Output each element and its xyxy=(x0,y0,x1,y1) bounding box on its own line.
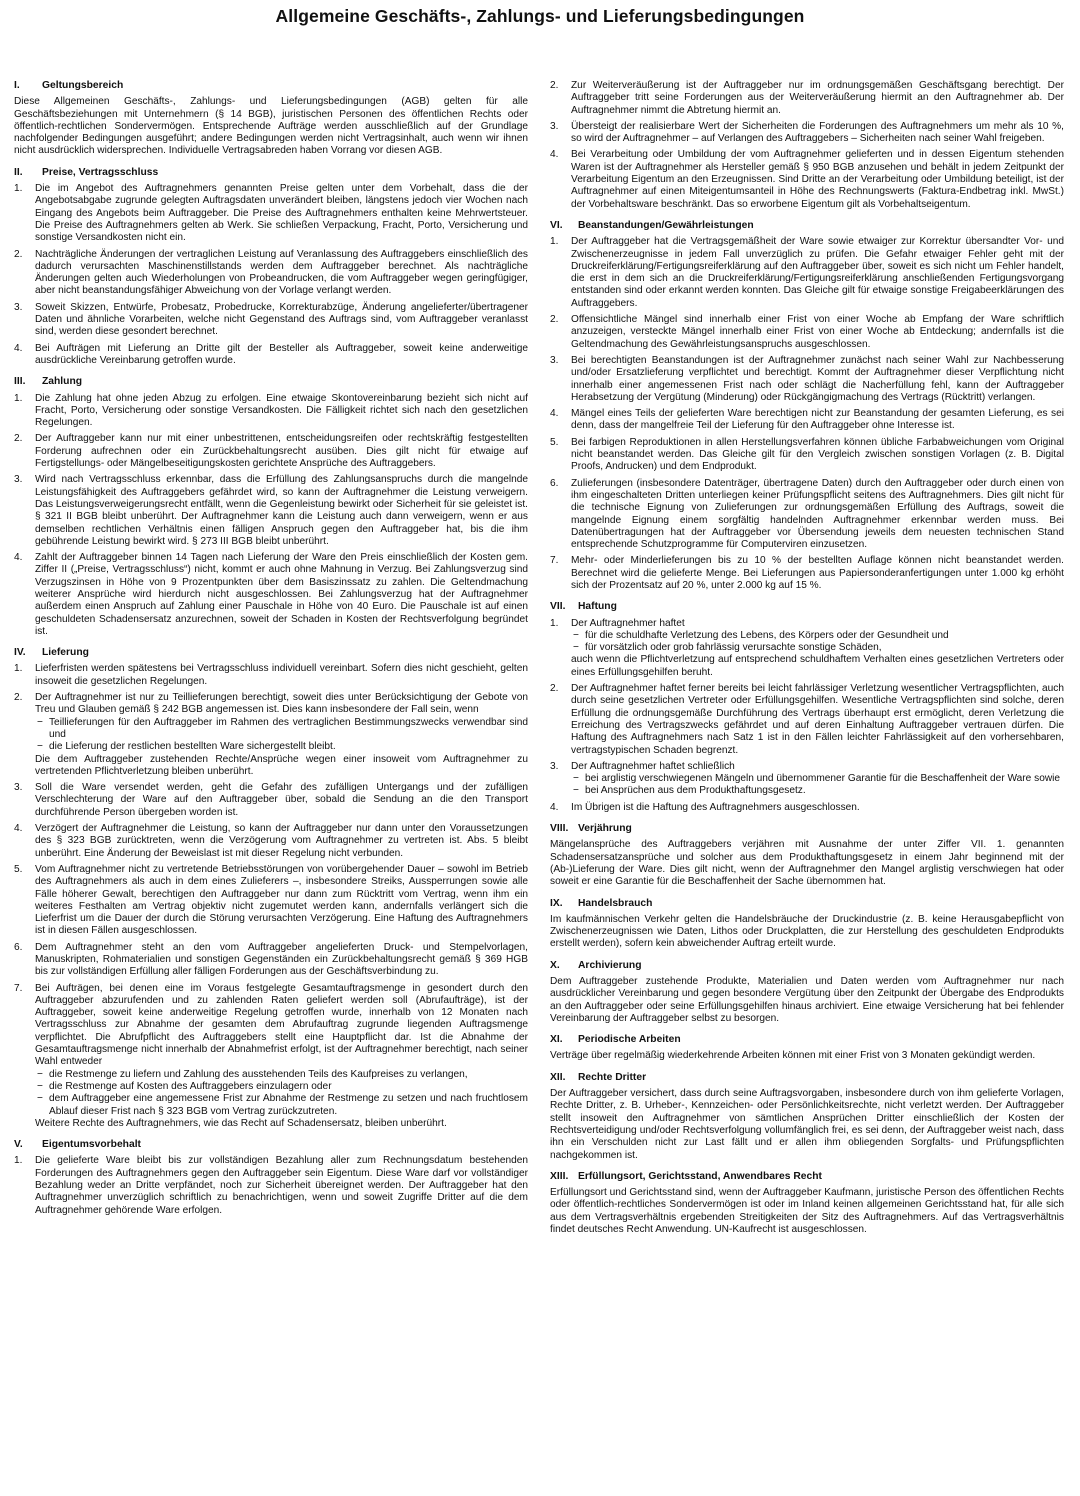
item-body xyxy=(35,302,528,339)
item-body xyxy=(571,683,1064,757)
left-column xyxy=(14,80,528,1226)
item-body xyxy=(571,408,1064,433)
item-body xyxy=(35,183,528,244)
section-number: IV. xyxy=(14,647,26,659)
item-text: Die Zahlung hat ohne jeden Abzug zu erfolgen. Eine etwaige Skontovereinbarung bezieht sich nicht auf Fracht, Porto, Versicherung oder sonstige Versandkosten. Die Fälligkeit richtet sich nach den gesetzlichen Regelungen. xyxy=(35,392,528,429)
item-text: Übersteigt der realisierbare Wert der Sicherheiten die Forderungen des Auftragnehmers um mehr als 10 %, so wird der Auftragnehmer – auf Verlangen des Auftraggebers – Sicherheiten nach seiner Wahl freigeben. xyxy=(571,120,1064,145)
dash-item xyxy=(571,630,1064,642)
item-body xyxy=(571,618,1064,679)
item-text: Zahlt der Auftraggeber binnen 14 Tagen nach Lieferung der Ware den Preis einschließlich der Kosten gem. Ziffer II („Preise, Vertragsschluss“) nicht, kommt er auch ohne Mahnung in Verzug. Bei Zahlungsverzug sind Verzugszinsen in Höhe von 9 Prozentpunkten über dem Basiszinssatz zu zahlen. Die Geltendmachung weiterer Ansprüche wird hierdurch nicht ausgeschlossen. Bei Zahlungsverzug hat der Auftragnehmer außerdem einen Anspruch auf Zahlung einer Pauschale in Höhe von 40 Euro. Die Pauschale ist auf einen geschuldeten Schadensersatz anzurechnen, soweit der Schaden in Kosten der Rechtsverfolgung begründet ist. xyxy=(35,552,528,637)
numbered-item xyxy=(14,302,528,339)
item-body xyxy=(571,149,1064,210)
section-number: III. xyxy=(14,376,26,388)
numbered-item xyxy=(550,761,1064,798)
numbered-item xyxy=(14,183,528,244)
numbered-item xyxy=(550,149,1064,210)
numbered-item xyxy=(14,552,528,638)
section xyxy=(14,647,528,1130)
section-title: Preise, Vertragsschluss xyxy=(42,166,159,178)
item-body xyxy=(35,1155,528,1216)
item-number: 4. xyxy=(14,823,23,835)
dash-item-text: für die schuldhafte Verletzung des Lebens, des Körpers oder der Gesundheit und xyxy=(585,629,949,641)
dash-bullet-icon: − xyxy=(573,773,579,785)
item-number: 2. xyxy=(14,248,23,260)
dash-bullet-icon: − xyxy=(37,1093,43,1105)
numbered-item xyxy=(550,355,1064,404)
dash-item-text: bei arglistig verschwiegenen Mängeln und übernommener Garantie für die Beschaffenheit der Ware sowie xyxy=(585,773,1061,785)
item-body xyxy=(571,802,1064,814)
item-number: 5. xyxy=(550,436,559,448)
section-heading xyxy=(550,823,1064,835)
section-title: Archivierung xyxy=(578,959,642,971)
numbered-item xyxy=(550,478,1064,552)
section xyxy=(14,80,528,158)
section-heading xyxy=(550,898,1064,910)
item-body xyxy=(35,663,528,688)
item-body xyxy=(571,761,1064,798)
section-title: Zahlung xyxy=(42,376,83,388)
dash-item-text: für vorsätzlich oder grob fahrlässig verursachte sonstige Schäden, xyxy=(585,642,882,654)
item-text: Bei Aufträgen, bei denen eine im Voraus festgelegte Gesamtauftragsmenge in gesondert durch den Auftraggeber abzurufenden und zu zahlenden Raten geliefert werden soll (Abrufaufträge), ist der Auftraggeber, soweit keine anderweitige Regelung getroffen wurde, innerhalb von 12 Monaten nach Vertragsschluss zur Abnahme der gesamten dem Abrufauftrag zugrunde liegenden Auftragsmenge verpflichtet. Die Abrufpflicht des Auftraggebers stellt eine Hauptpflicht dar. Ist die Abnahme der Gesamtauftragsmenge nicht innerhalb der Abnahmefrist erfolgt, ist der Auftragnehmer berechtigt, nach seiner Wahl entweder xyxy=(35,982,528,1068)
item-body xyxy=(35,393,528,430)
item-number: 4. xyxy=(14,342,23,354)
item-body xyxy=(571,355,1064,404)
item-text: Die gelieferte Ware bleibt bis zur vollständigen Bezahlung aller zum Rechnungsdatum bestehenden Forderungen des Auftragnehmers gegen den Auftraggeber sein Eigentum. Diese Ware darf vor vollständiger Bezahlung weder an Dritte verpfändet, noch zur Sicherheit übereignet werden. Der Auftraggeber hat den Auftragnehmer unverzüglich schriftlich zu benachrichtigen, wenn und soweit Zugriffe Dritter auf die dem Auftragnehmer gehörende Ware erfolgen. xyxy=(35,1155,528,1216)
section-heading xyxy=(550,601,1064,613)
section-text: Im kaufmännischen Verkehr gelten die Handelsbräuche der Druckindustrie (z. B. keine Herausgabepflicht von Zwischenerzeugnissen wie Daten, Lithos oder Druckplatten, die zur Herstellung des geschuldeten Endprodukts erstellt werden), sofern kein abweichender Auftrag erteilt wurde. xyxy=(550,913,1064,950)
section xyxy=(14,376,528,638)
section-heading xyxy=(550,960,1064,972)
item-text: Mehr- oder Minderlieferungen bis zu 10 % der bestellten Auflage können nicht beanstandet werden. Berechnet wird die gelieferte Menge. Bei Lieferungen aus Papiersonderanfertigungen unter 1.000 kg erhöht sich der Prozentsatz auf 20 %, unter 2.000 kg auf 15 %. xyxy=(571,555,1064,591)
item-number: 2. xyxy=(550,683,559,695)
item-text: Offensichtliche Mängel sind innerhalb einer Frist von einer Woche ab Empfang der Ware schriftlich anzuzeigen, versteckte Mängel innerhalb einer Frist von einer Woche ab Entdeckung; andernfalls ist die Geltendmachung des Gewährleistungsanspruchs ausgeschlossen. xyxy=(571,314,1064,350)
item-text: Bei Verarbeitung oder Umbildung der vom Auftragnehmer gelieferten und in dessen Eigentum stehenden Waren ist der Auftragnehmer als Hersteller gemäß § 950 BGB anzusehen und behält in jedem Zeitpunkt der Verarbeitung Eigentum an den Erzeugnissen. Sind Dritte an der Verarbeitung oder Umbildung beteiligt, ist der Auftragnehmer auf einen Miteigentumsanteil in Höhe des Rechnungswerts (Faktura-Endbetrag inkl. MwSt.) der Vorbehaltsware beschränkt. Das so erworbene Eigentum gilt als Vorbehaltseigentum. xyxy=(571,149,1064,210)
dash-item-text: bei Ansprüchen aus dem Produkthaftungsgesetz. xyxy=(585,785,806,797)
section xyxy=(550,823,1064,888)
section xyxy=(14,167,528,367)
numbered-item xyxy=(14,983,528,1131)
dash-bullet-icon: − xyxy=(37,1068,43,1080)
section-title: Handelsbrauch xyxy=(578,897,653,909)
document-title: Allgemeine Geschäfts-, Zahlungs- und Lieferungsbedingungen xyxy=(275,6,805,26)
item-body xyxy=(35,552,528,638)
section-heading xyxy=(14,376,528,388)
item-number: 1. xyxy=(14,183,23,195)
section-text: Erfüllungsort und Gerichtsstand sind, wenn der Auftraggeber Kaufmann, juristische Person des öffentlichen Rechts oder öffentlich-rechtliches Sondervermögen ist oder im Inland keinen allgemeinen Gerichtsstand hat, für alle sich aus dem Vertragsverhältnis ergebenden Streitigkeiten der Sitz des Auftragnehmers. Auf das Vertragsverhältnis findet deutsches Recht Anwendung. UN-Kaufrecht ist ausgeschlossen. xyxy=(550,1187,1064,1236)
section xyxy=(550,601,1064,814)
section-heading xyxy=(14,647,528,659)
item-body xyxy=(571,236,1064,310)
item-text: Der Auftragnehmer haftet schließlich xyxy=(571,760,735,772)
dash-bullet-icon: − xyxy=(573,785,579,797)
section-text: Mängelansprüche des Auftraggebers verjähren mit Ausnahme der unter Ziffer VII. 1. genannten Schadensersatzansprüche und solcher aus dem Produkthaftungsgesetz in einem Jahr beginnend mit der (Ab-)Lieferung der Ware. Dies gilt nicht, wenn der Auftragnehmer den Mangel arglistig verschwiegen hat oder soweit er eine Garantie für die Beschaffenheit der Sache übernommen hat. xyxy=(550,839,1064,888)
dash-item xyxy=(571,773,1064,785)
numbered-item xyxy=(14,864,528,938)
item-number: 1. xyxy=(14,1155,23,1167)
section-number: I. xyxy=(14,80,20,91)
item-number: 4. xyxy=(550,149,559,161)
item-text: Der Auftraggeber kann nur mit einer unbestrittenen, entscheidungsreifen oder rechtskräftig festgestellten Forderung aufrechnen oder ein Zurückbehaltungsrecht ausüben. Dies gilt nicht für etwaige auf Fertigstellungs- oder Mängelbeseitigungskosten gerichtete Ansprüche des Auftraggebers. xyxy=(35,433,528,470)
item-text: Die dem Auftraggeber zustehenden Rechte/Ansprüche wegen einer insoweit vom Auftragnehmer zu vertretenden Pflichtverletzung bleiben unberührt. xyxy=(35,753,528,777)
item-number: 2. xyxy=(550,314,559,326)
item-text: Bei Aufträgen mit Lieferung an Dritte gilt der Besteller als Auftraggeber, soweit keine anderweitige ausdrückliche Vereinbarung getroffen wurde. xyxy=(35,342,528,366)
item-text: Vom Auftragnehmer nicht zu vertretende Betriebsstörungen von vorübergehender Dauer – sowohl im Betrieb des Auftragnehmers als auch in dem eines Zulieferers –, insbesondere Streiks, Aussperrungen sowie alle Fälle höherer Gewalt, berechtigen den Auftraggeber nur dann zum Rücktritt vom Vertrag, wenn ihm ein weiteres Festhalten am Vertrag objektiv nicht zugemutet werden kann, andernfalls verlängert sich die Lieferfrist um die Dauer der durch die Störung verursachten Verzögerung. Eine Haftung des Auftragnehmers ist in diesen Fällen ausgeschlossen. xyxy=(35,863,528,937)
item-text: Dem Auftragnehmer steht an den vom Auftraggeber angelieferten Druck- und Stempelvorlagen, Manuskripten, Rohmaterialien und sonstigen Gegenständen ein Zurückbehaltungsrecht gemäß § 369 HGB bis zur vollständigen Erfüllung aller fälligen Forderungen aus der Geschäftsverbindung zu. xyxy=(35,941,528,978)
numbered-item xyxy=(14,393,528,430)
section-title: Lieferung xyxy=(42,647,89,659)
dash-bullet-icon: − xyxy=(573,629,579,641)
numbered-item xyxy=(550,555,1064,592)
numbered-item xyxy=(550,236,1064,310)
section-text: Der Auftraggeber versichert, dass durch seine Auftragsvorgaben, insbesondere durch von ihm gelieferte Vorlagen, Rechte Dritter, z. B. Urheber-, Kennzeichen- oder Persönlichkeitsrechte, nicht verletzt werden. Der Auftraggeber stellt insoweit den Auftragnehmer von sämtlichen Ansprüchen Dritter einschließlich der Kosten der Rechtsverteidigung und/oder Rechtsverfolgung vollumfänglich frei, es sei denn, der Auftraggeber weist nach, dass ihn ein Verschulden nicht zur Last fällt und er allen ihm obliegenden Sorgfalts- und Prüfungspflichten nachgekommen ist. xyxy=(550,1088,1064,1161)
section-heading xyxy=(14,1139,528,1151)
item-number: 7. xyxy=(550,555,559,567)
section-number: IX. xyxy=(550,897,563,909)
section-heading xyxy=(550,1072,1064,1084)
item-text: Lieferfristen werden spätestens bei Vertragsschluss individuell vereinbart. Sofern dies nicht geschieht, gelten insoweit die gesetzlichen Regelungen. xyxy=(35,663,528,687)
item-number: 3. xyxy=(14,301,23,313)
section xyxy=(550,80,1064,211)
item-text: Soll die Ware versendet werden, geht die Gefahr des zufälligen Untergangs und der zufälligen Verschlechterung der Ware auf den Auftraggeber über, sobald die Sendung an die den Transport durchführende Person übergeben worden ist. xyxy=(35,782,528,818)
item-body xyxy=(35,942,528,979)
item-number: 1. xyxy=(550,617,559,629)
section-title: Erfüllungsort, Gerichtsstand, Anwendbares Recht xyxy=(578,1170,822,1182)
section-title: Haftung xyxy=(578,601,617,613)
item-text: Weitere Rechte des Auftragnehmers, wie das Recht auf Schadensersatz, bleiben unberührt. xyxy=(35,1117,447,1129)
section-heading xyxy=(14,167,528,179)
section-number: VII. xyxy=(550,601,566,613)
dash-item xyxy=(571,785,1064,797)
section-title: Verjährung xyxy=(578,823,632,835)
item-number: 3. xyxy=(550,354,559,366)
dash-item xyxy=(35,741,528,753)
dash-item xyxy=(35,717,528,742)
item-body xyxy=(35,782,528,819)
numbered-item xyxy=(550,802,1064,814)
item-body xyxy=(35,249,528,298)
section-text: Verträge über regelmäßig wiederkehrende Arbeiten können mit einer Frist von 3 Monaten gekündigt werden. xyxy=(550,1050,1036,1062)
numbered-item xyxy=(14,474,528,548)
item-number: 4. xyxy=(550,801,559,813)
item-number: 4. xyxy=(14,552,23,564)
section-number: XII. xyxy=(550,1071,566,1083)
item-text: Die im Angebot des Auftragnehmers genannten Preise gelten unter dem Vorbehalt, dass die der Angebotsabgabe zugrunde gelegten Auftragsdaten unverändert bleiben, längstens jedoch vier Wochen nach Eingang des Angebots beim Auftraggeber. Die Preise des Auftragnehmers enthalten keine Mehrwertsteuer. Die Preise des Auftragnehmers gelten ab Werk. Sie schließen Verpackung, Fracht, Porto, Versicherung und sonstige Versandkosten nicht ein. xyxy=(35,183,528,244)
section xyxy=(550,898,1064,951)
item-text: Der Auftragnehmer haftet xyxy=(571,617,685,629)
numbered-item xyxy=(550,121,1064,146)
item-number: 2. xyxy=(550,80,559,91)
item-number: 1. xyxy=(14,663,23,675)
item-text: Verzögert der Auftragnehmer die Leistung, so kann der Auftraggeber nur dann unter den Voraussetzungen des § 323 BGB zurücktreten, wenn die Verzögerung vom Auftragnehmer zu vertreten ist. Abs. 5 bleibt unberührt. Eine Änderung der Beweislast ist mit dieser Regelung nicht verbunden. xyxy=(35,823,528,859)
item-number: 3. xyxy=(550,760,559,772)
dash-item xyxy=(35,1081,528,1093)
section-title: Beanstandungen/Gewährleistungen xyxy=(578,219,754,231)
item-body xyxy=(571,555,1064,592)
item-text: Mängel eines Teils der gelieferten Ware berechtigen nicht zur Beanstandung der gesamten Lieferung, es sei denn, dass der mangelfreie Teil der Lieferung für den Auftraggeber ohne Interesse ist. xyxy=(571,408,1064,432)
item-text: Der Auftragnehmer ist nur zu Teillieferungen berechtigt, soweit dies unter Berücksichtigung der Gebote von Treu und Glauben gemäß § 242 BGB angemessen ist. Dies kann insbesondere der Fall sein, wenn xyxy=(35,692,528,716)
dash-item-text: die Restmenge zu liefern und Zahlung des ausstehenden Teils des Kaufpreises zu verlangen, xyxy=(49,1068,468,1080)
item-number: 1. xyxy=(14,392,23,404)
numbered-item xyxy=(550,683,1064,757)
item-body xyxy=(35,864,528,938)
item-text: Wird nach Vertragsschluss erkennbar, dass die Erfüllung des Zahlungsanspruchs durch die mangelnde Leistungsfähigkeit des Auftraggebers gefährdet wird, so kann der Auftragnehmer die Leistung verweigern. Das Leistungsverweigerungsrecht entfällt, wenn die Gegenleistung bewirkt oder Sicherheit für sie geleistet ist. § 321 II BGB bleibt unberührt. Der Auftragnehmer kann die Leistung auch dann verweigern, wenn er aus demselben rechtlichen Verhältnis einen fälligen Anspruch gegen den Auftraggeber hat, bis die ihm gebührende Leistung bewirkt wird. § 273 III BGB bleibt unberührt. xyxy=(35,474,528,547)
section-title: Geltungsbereich xyxy=(42,80,124,91)
item-body xyxy=(35,474,528,548)
numbered-item xyxy=(14,1155,528,1216)
section-number: X. xyxy=(550,959,560,971)
numbered-item xyxy=(14,433,528,470)
item-text: Im Übrigen ist die Haftung des Auftragnehmers ausgeschlossen. xyxy=(571,801,860,813)
section-number: XIII. xyxy=(550,1170,569,1182)
numbered-item xyxy=(14,249,528,298)
item-body xyxy=(571,80,1064,117)
item-text: Bei farbigen Reproduktionen in allen Herstellungsverfahren können übliche Farbabweichungen vom Original nicht beanstandet werden. Das Gleiche gilt für den Vergleich zwischen sonstigen Vorlagen (z. B. Digital Proofs, Andrucken) und dem Endprodukt. xyxy=(571,436,1064,473)
section-title: Periodische Arbeiten xyxy=(578,1034,681,1046)
numbered-item xyxy=(550,437,1064,474)
numbered-item xyxy=(14,692,528,778)
item-number: 6. xyxy=(550,477,559,489)
section-text: Dem Auftraggeber zustehende Produkte, Materialien und Daten werden vom Auftragnehmer nur nach ausdrücklicher Vereinbarung und gegen besondere Vergütung über den Zeitpunkt der Übergabe des Endprodukts an den Auftraggeber oder seine Erfüllungsgehilfen hinaus archiviert. Eine etwaige Versicherung hat bei fehlender Vereinbarung der Auftraggeber selbst zu besorgen. xyxy=(550,976,1064,1024)
numbered-item xyxy=(14,343,528,368)
dash-item-text: dem Auftraggeber eine angemessene Frist zur Abnahme der Restmenge zu setzen und nach fruchtlosem Ablauf dieser Frist nach § 323 BGB vom Vertrag zurückzutreten. xyxy=(49,1093,528,1117)
section-text: Diese Allgemeinen Geschäfts-, Zahlungs- und Lieferungsbedingungen (AGB) gelten für alle Geschäftsbeziehungen mit Unternehmern (§ 14 BGB), juristischen Personen des öffentlichen Rechts oder öffentlich-rechtlichen Sondervermögen. Entsprechende Aufträge werden ausschließlich auf der Grundlage nachfolgender Bedingungen ausgeführt; andere Bedingungen werden nicht Vertragsinhalt, auch wenn wir ihnen nicht ausdrücklich widersprechen. Individuelle Vertragsabreden haben Vorrang vor diesen AGB. xyxy=(14,96,528,157)
item-number: 3. xyxy=(550,120,559,132)
section xyxy=(550,1171,1064,1236)
item-text: Soweit Skizzen, Entwürfe, Probesatz, Probedrucke, Korrekturabzüge, Änderung angelieferter/übertragener Daten und ähnliche Vorarbeiten, welche nicht Gegenstand des Auftrags sind, vom Auftraggeber veranlasst sind, werden diese gesondert berechnet. xyxy=(35,301,528,338)
item-body xyxy=(571,121,1064,146)
dash-bullet-icon: − xyxy=(37,741,43,753)
section-heading xyxy=(14,80,528,92)
item-body xyxy=(571,478,1064,552)
section-heading xyxy=(550,220,1064,232)
item-number: 3. xyxy=(14,474,23,486)
numbered-item xyxy=(14,782,528,819)
dash-item xyxy=(35,1069,528,1081)
section xyxy=(550,960,1064,1025)
item-number: 7. xyxy=(14,982,23,994)
item-number: 2. xyxy=(14,433,23,445)
item-number: 4. xyxy=(550,408,559,420)
section xyxy=(550,220,1064,592)
dash-item-text: die Restmenge auf Kosten des Auftraggebers einzulagern oder xyxy=(49,1080,332,1092)
section xyxy=(14,1139,528,1217)
dash-bullet-icon: − xyxy=(37,1080,43,1092)
right-column xyxy=(550,80,1064,1245)
numbered-item xyxy=(14,823,528,860)
item-number: 2. xyxy=(14,692,23,704)
item-body xyxy=(35,823,528,860)
dash-bullet-icon: − xyxy=(573,642,579,654)
numbered-item xyxy=(550,80,1064,117)
section-number: V. xyxy=(14,1139,23,1151)
section-heading xyxy=(550,1034,1064,1046)
item-body xyxy=(35,433,528,470)
numbered-item xyxy=(550,314,1064,351)
section-number: XI. xyxy=(550,1034,563,1046)
item-text: Der Auftragnehmer haftet ferner bereits bei leicht fahrlässiger Verletzung wesentlicher Vertragspflichten, auch durch seine gesetzlichen Vertreter oder Erfüllungsgehilfen. Wesentliche Vertragspflichten sind solche, deren Erfüllung die ordnungsgemäße Durchführung des Vertrags überhaupt erst ermöglicht, deren Verletzung die Erreichung des Vertragszwecks gefährdet und auf deren Einhaltung Auftraggeber vertrauen dürfen. Die Haftung des Auftragnehmers nach Satz 1 ist in den Fällen leichter Fahrlässigkeit auf den vorhersehbaren, vertragstypischen Schaden begrenzt. xyxy=(571,683,1064,756)
item-body xyxy=(571,314,1064,351)
numbered-item xyxy=(550,408,1064,433)
numbered-item xyxy=(550,618,1064,679)
item-text: Zulieferungen (insbesondere Datenträger, übertragene Daten) durch den Auftraggeber oder durch einen von ihm eingeschalteten Dritten unterliegen keiner Prüfungspflicht seitens des Auftragnehmers. Dies gilt nicht für die technische Eignung von Zulieferungen zur ordnungsgemäßen Erfüllung des Auftrags, soweit die mangelnde Eignung einem sorgfältig handelnden Auftragnehmer erkennbar werden muss. Bei Datenübertragungen hat der Auftraggeber vor Übersendung jeweils dem neuesten technischen Stand entsprechende Schutzprogramme für Computerviren einzusetzen. xyxy=(571,477,1064,551)
section-heading xyxy=(550,1171,1064,1183)
numbered-item xyxy=(14,942,528,979)
section-number: II. xyxy=(14,166,23,178)
item-text: auch wenn die Pflichtverletzung auf entsprechend schuldhaftem Verhalten eines gesetzlichen Vertreters oder eines Erfüllungsgehilfen beruht. xyxy=(571,654,1064,678)
section-title: Eigentumsvorbehalt xyxy=(42,1139,141,1151)
item-body xyxy=(35,983,528,1131)
item-body xyxy=(571,437,1064,474)
item-body xyxy=(35,343,528,368)
item-number: 5. xyxy=(14,863,23,875)
item-text: Nachträgliche Änderungen der vertraglichen Leistung auf Veranlassung des Auftraggebers einschließlich des dadurch verursachten Maschinenstillstands werden dem Auftraggeber berechnet. Als nachträgliche Änderungen gelten auch Wiederholungen von Probeandrucken, die vom Auftraggeber wegen geringfügiger, aber nicht beanstandungsfähiger Abweichung von der Vorlage verlangt werden. xyxy=(35,248,528,297)
numbered-item xyxy=(14,663,528,688)
section-title: Rechte Dritter xyxy=(578,1071,647,1083)
dash-item xyxy=(35,1093,528,1118)
item-number: 3. xyxy=(14,782,23,794)
dash-item-text: Teillieferungen für den Auftraggeber im Rahmen des vertraglichen Bestimmungszwecks verwendbar sind und xyxy=(49,716,528,740)
dash-bullet-icon: − xyxy=(37,716,43,728)
item-text: Der Auftraggeber hat die Vertragsgemäßheit der Ware sowie etwaiger zur Korrektur übersandter Vor- und Zwischenerzeugnisse in jedem Fall unverzüglich zu prüfen. Die Gefahr etwaiger Fehler geht mit der Druckreiferklärung/Fertigungsreiferklärung auf den Auftraggeber über, soweit es sich nicht um Fehler handelt, die erst in dem sich an die Druckreiferklärung/Fertigungsreiferklärung anschließenden Fertigungsvorgang entstanden sind oder erkannt werden konnten. Das Gleiche gilt für etwaige sonstige Freigabeerklärungen des Auftraggebers. xyxy=(571,236,1064,309)
dash-item-text: die Lieferung der restlichen bestellten Ware sichergestellt bleibt. xyxy=(49,741,336,753)
dash-item xyxy=(571,642,1064,654)
item-body xyxy=(35,692,528,778)
section xyxy=(550,1034,1064,1063)
section-number: VI. xyxy=(550,219,563,231)
item-number: 1. xyxy=(550,236,559,248)
item-text: Zur Weiterveräußerung ist der Auftraggeber nur im ordnungsgemäßen Geschäftsgang berechtigt. Der Auftraggeber tritt seine Forderungen aus der Weiterveräußerung hiermit an den Auftragnehmer ab. Der Auftragnehmer nimmt die Abtretung hiermit an. xyxy=(571,80,1064,116)
item-text: Bei berechtigten Beanstandungen ist der Auftragnehmer zunächst nach seiner Wahl zur Nachbesserung und/oder Ersatzlieferung verpflichtet und berechtigt. Kommt der Auftragnehmer dieser Verpflichtung nicht innerhalb einer angemessenen Frist nach oder schlägt die Nacherfüllung fehl, kann der Auftraggeber Herabsetzung der Vergütung (Minderung) oder Rückgängigmachung des Vertrags (Rücktritt) verlangen. xyxy=(571,354,1064,403)
item-number: 6. xyxy=(14,941,23,953)
section xyxy=(550,1072,1064,1162)
section-number: VIII. xyxy=(550,823,569,835)
